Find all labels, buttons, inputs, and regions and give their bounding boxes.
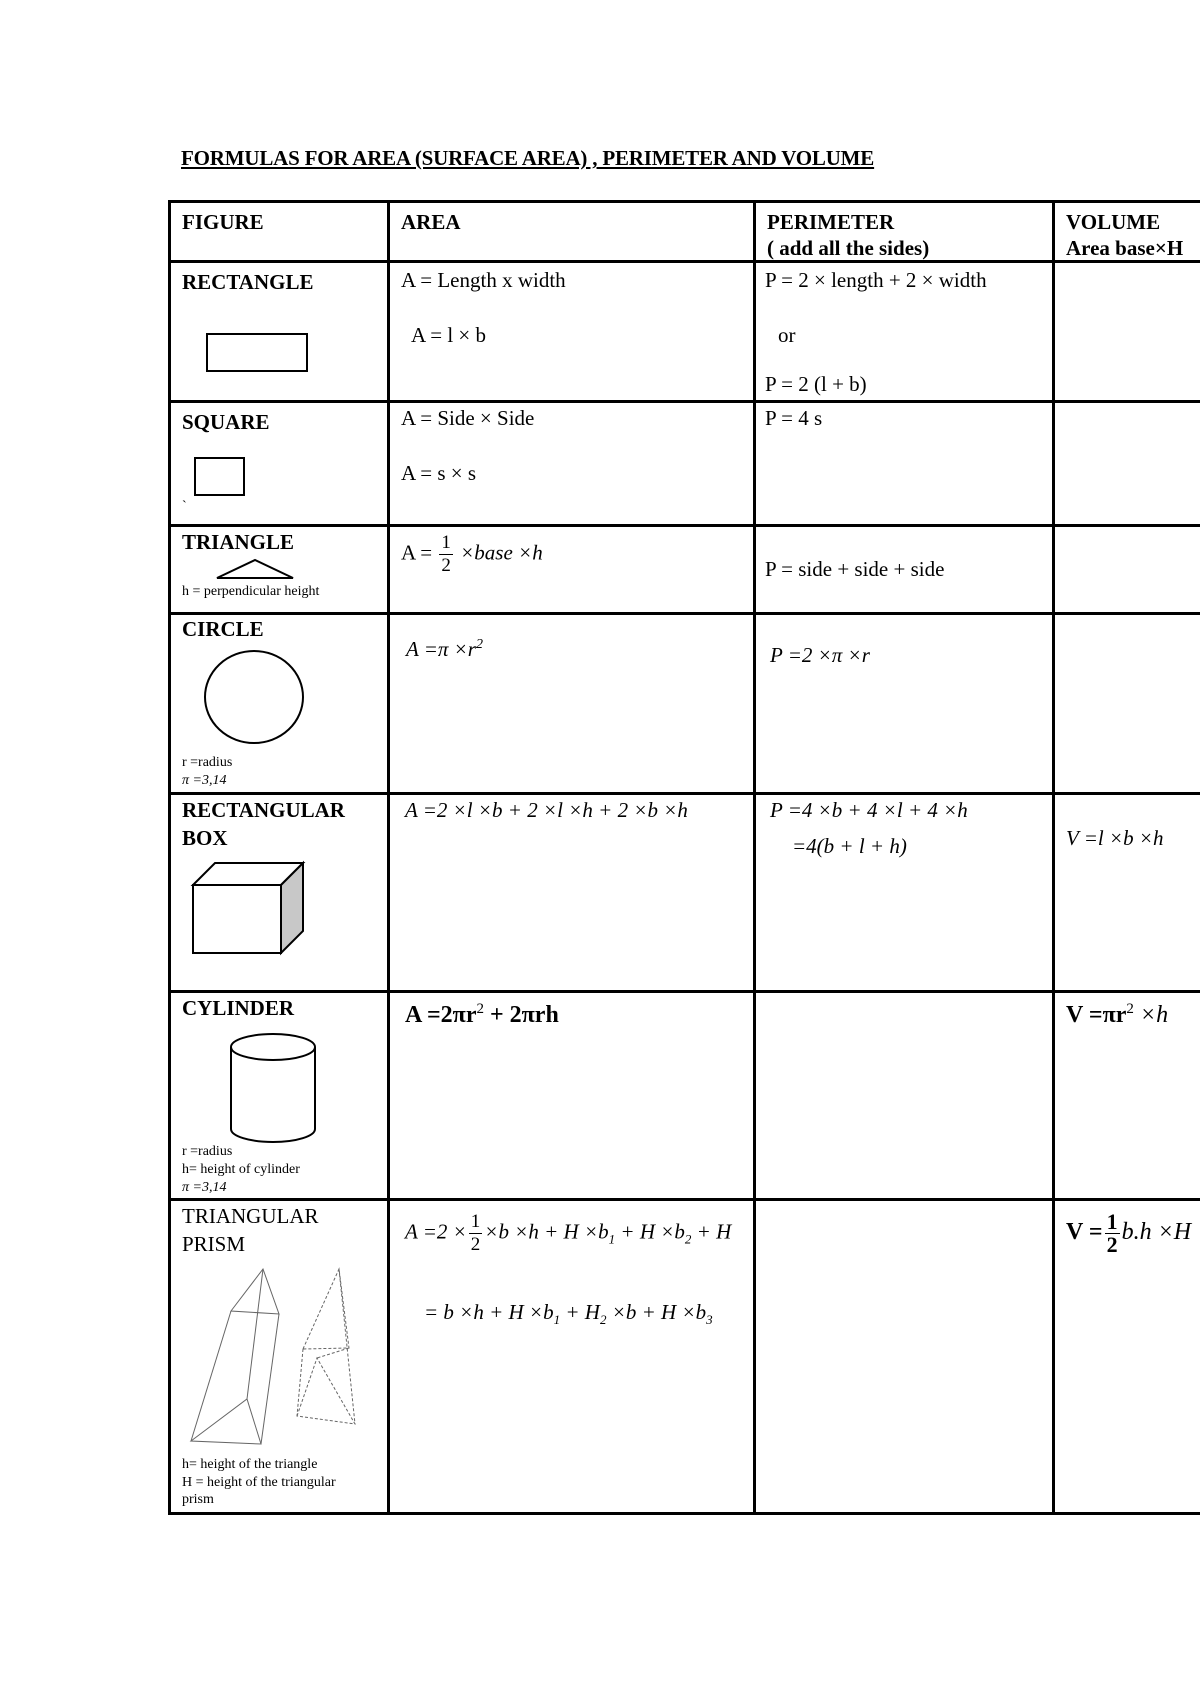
rectangle-area-formula-2: A = l × b (411, 323, 487, 347)
circle-volume-cell (1054, 614, 1200, 794)
header-perimeter-sub: ( add all the sides) (767, 236, 930, 260)
prism-area2-sub2: 2 (599, 1312, 607, 1328)
prism-area2-sub1: 1 (553, 1312, 561, 1328)
box-shape (191, 861, 307, 957)
prism-shapes (189, 1266, 365, 1446)
triangle-area-num: 1 (441, 532, 451, 553)
rectangle-perimeter-or: or (778, 323, 796, 347)
rectangle-area-formula-1: A = Length x width (401, 268, 566, 292)
row-circle (170, 614, 1200, 794)
row-cylinder (170, 992, 1200, 1200)
circle-area-exp: 2 (475, 637, 483, 652)
cylinder-note-radius: r =radius (182, 1144, 233, 1159)
square-figure-cell (170, 402, 389, 526)
square-label: SQUARE (182, 410, 270, 434)
header-row (170, 202, 1200, 262)
prism-note-2: H = height of the triangular (182, 1475, 336, 1490)
prism-area2-a: = b ×h + H ×b (424, 1300, 554, 1324)
circle-label: CIRCLE (182, 617, 264, 641)
square-area-formula-2: A = s × s (401, 461, 477, 485)
cylinder-volume-cell (1054, 992, 1200, 1200)
cylinder-area-cell (389, 992, 755, 1200)
prism-area1-sub2: 2 (684, 1231, 692, 1247)
prism-volume-formula (1066, 1211, 1191, 1256)
triangle-area-fraction (439, 532, 453, 577)
prism-note-3: prism (182, 1492, 214, 1507)
prism-area-cell (389, 1200, 755, 1514)
rectangle-figure-cell (170, 262, 389, 402)
cylinder-volume-part-b: ×h (1139, 1002, 1169, 1028)
row-square (170, 402, 1200, 526)
prism-area1-b: ×b ×h + H ×b (484, 1219, 609, 1244)
prism-label-2: PRISM (182, 1232, 246, 1256)
square-shape (194, 457, 246, 497)
page-title: FORMULAS FOR AREA (SURFACE AREA) , PERIMETER AND VOLUME (181, 146, 875, 170)
cylinder-volume-exp: 2 (1126, 1001, 1134, 1017)
prism-area-formula-2 (424, 1300, 713, 1328)
cylinder-area-part-a: A =2πr (405, 1002, 477, 1028)
prism-area1-sub1: 1 (608, 1231, 616, 1247)
rectangle-shape (206, 333, 310, 373)
cylinder-figure-cell (170, 992, 389, 1200)
row-rectangular-box (170, 794, 1200, 992)
triangle-figure-cell (170, 526, 389, 614)
circle-figure-cell (170, 614, 389, 794)
triangle-area-suffix: ×base ×h (460, 540, 543, 565)
circle-note-radius: r =radius (182, 755, 233, 770)
box-label-2: BOX (182, 826, 228, 850)
prism-volume-a: V = (1066, 1219, 1103, 1246)
cylinder-shape (228, 1031, 318, 1145)
box-figure-cell (170, 794, 389, 992)
header-figure: FIGURE (182, 210, 264, 234)
header-volume: VOLUME (1066, 210, 1161, 234)
triangle-label: TRIANGLE (182, 530, 295, 554)
cylinder-label: CYLINDER (182, 996, 295, 1020)
circle-shape (203, 649, 305, 745)
row-rectangle (170, 262, 1200, 402)
prism-volume-b: b.h ×H (1121, 1219, 1192, 1246)
square-perimeter-formula: P = 4 s (765, 406, 823, 430)
rectangle-area-cell (389, 262, 755, 402)
row-triangular-prism (170, 1200, 1200, 1514)
box-area-cell (389, 794, 755, 992)
circle-area-base: A =π ×r (406, 637, 476, 661)
triangle-area-prefix: A = (401, 540, 433, 565)
prism-area1-den: 2 (470, 1234, 481, 1255)
triangle-note: h = perpendicular height (182, 584, 320, 599)
cylinder-note-height: h= height of cylinder (182, 1162, 300, 1177)
header-volume-cell (1054, 202, 1200, 262)
prism-label-1: TRIANGULAR (182, 1204, 319, 1228)
prism-area2-c: ×b + H ×b (606, 1300, 707, 1324)
prism-area1-a: A =2 × (405, 1219, 467, 1244)
header-perimeter: PERIMETER (767, 210, 895, 234)
prism-perimeter-cell (755, 1200, 1054, 1514)
triangle-perimeter-cell (755, 526, 1054, 614)
formula-table (168, 200, 1200, 1515)
prism-volume-fraction (1105, 1211, 1120, 1256)
circle-note-pi: π =3,14 (182, 773, 227, 788)
rectangle-perimeter-cell (755, 262, 1054, 402)
cylinder-perimeter-cell (755, 992, 1054, 1200)
cylinder-volume-part-a: V =πr (1066, 1002, 1127, 1028)
prism-area1-num: 1 (470, 1211, 481, 1232)
triangle-shape (215, 558, 295, 580)
cylinder-note-pi: π =3,14 (182, 1180, 227, 1195)
box-perimeter-formula-2: =4(b + l + h) (792, 834, 907, 858)
square-perimeter-cell (755, 402, 1054, 526)
prism-area2-b: + H (560, 1300, 600, 1324)
prism-area1-d: + H (691, 1219, 732, 1244)
square-area-formula-1: A = Side × Side (401, 406, 535, 430)
circle-perimeter-cell (755, 614, 1054, 794)
header-area-cell (389, 202, 755, 262)
square-area-cell (389, 402, 755, 526)
circle-perimeter-formula: P =2 ×π ×r (770, 643, 870, 667)
row-triangle (170, 526, 1200, 614)
rectangle-perimeter-formula-1: P = 2 × length + 2 × width (765, 268, 987, 292)
box-volume-cell (1054, 794, 1200, 992)
triangle-area-den: 2 (441, 555, 451, 576)
rectangle-label: RECTANGLE (182, 270, 314, 294)
prism-volume-cell (1054, 1200, 1200, 1514)
cylinder-area-exp: 2 (476, 1001, 484, 1017)
rectangle-volume-cell (1054, 262, 1200, 402)
prism-area1-fraction (469, 1211, 483, 1256)
circle-area-cell (389, 614, 755, 794)
prism-area2-sub3: 3 (706, 1312, 713, 1328)
square-tick: ` (182, 499, 187, 514)
cylinder-area-part-b: + 2πrh (489, 1002, 559, 1028)
prism-area1-c: + H ×b (615, 1219, 685, 1244)
box-perimeter-formula-1: P =4 ×b + 4 ×l + 4 ×h (770, 798, 968, 822)
header-perimeter-cell (755, 202, 1054, 262)
prism-volume-den: 2 (1106, 1232, 1118, 1257)
rectangle-perimeter-formula-2: P = 2 (l + b) (765, 372, 867, 396)
box-volume-formula: V =l ×b ×h (1066, 826, 1164, 850)
box-label-1: RECTANGULAR (182, 798, 345, 822)
box-perimeter-cell (755, 794, 1054, 992)
prism-area-formula-1 (405, 1211, 731, 1256)
header-figure-cell (170, 202, 389, 262)
triangle-area-formula (401, 532, 543, 577)
prism-figure-cell (170, 1200, 389, 1514)
triangle-perimeter-formula: P = side + side + side (765, 557, 945, 581)
box-area-formula: A =2 ×l ×b + 2 ×l ×h + 2 ×b ×h (405, 798, 688, 822)
header-volume-sub: Area base×H (1066, 236, 1184, 260)
cylinder-volume-formula (1066, 1001, 1168, 1029)
square-volume-cell (1054, 402, 1200, 526)
prism-volume-num: 1 (1106, 1209, 1118, 1234)
triangle-volume-cell (1054, 526, 1200, 614)
triangle-area-cell (389, 526, 755, 614)
circle-area-formula (406, 637, 483, 662)
prism-note-1: h= height of the triangle (182, 1457, 318, 1472)
header-area: AREA (401, 210, 461, 234)
cylinder-area-formula (405, 1001, 559, 1029)
